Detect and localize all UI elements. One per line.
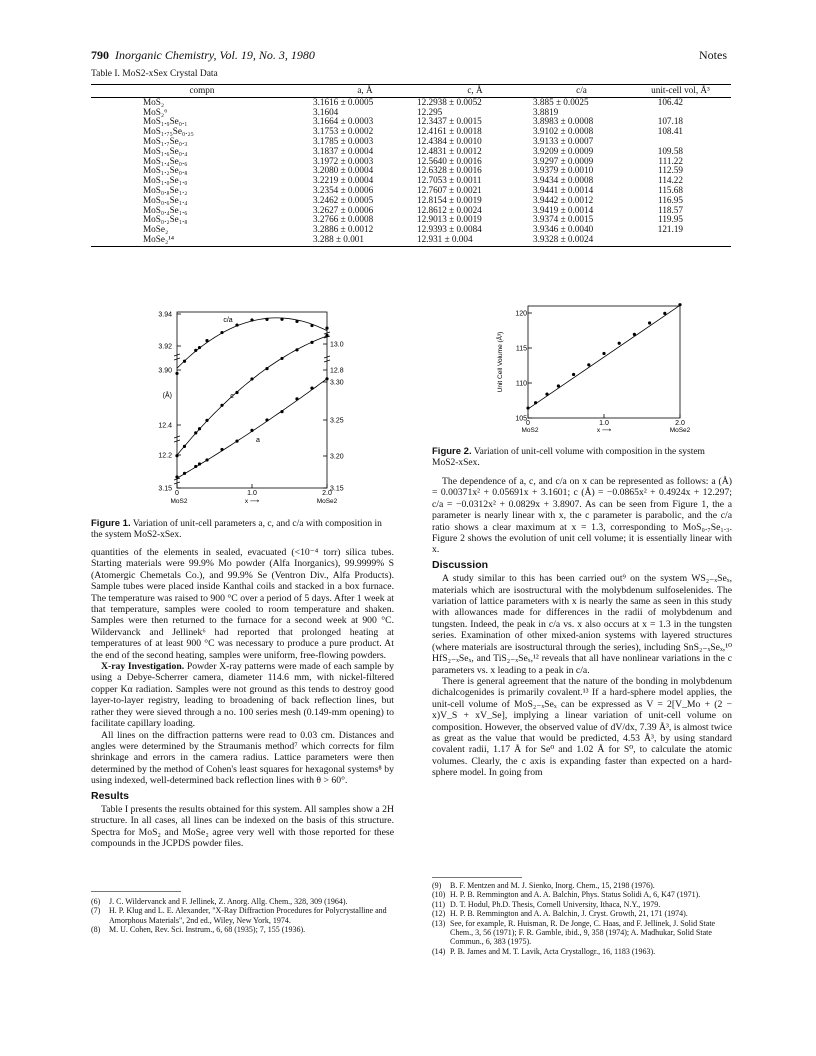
table-cell: 12.2938 ± 0.0052 [417, 96, 482, 107]
table-cell: 3.288 ± 0.001 [313, 235, 417, 246]
data-point [648, 321, 651, 324]
table-row [91, 166, 731, 176]
table-cell: 109.58 [657, 145, 683, 156]
x-tick-label: 1.0 [599, 420, 609, 427]
table-cell: MoS₁.₇₅Se₀.₂₅ [143, 126, 194, 137]
x-tick-label: 0 [526, 420, 530, 427]
table-cell: MoS₀.₄Se₁.₆ [143, 204, 188, 215]
data-point [295, 348, 298, 351]
table-row [91, 137, 731, 147]
table-cell: 12.4161 ± 0.0018 [417, 126, 482, 137]
table-row [91, 157, 731, 167]
table-header-row [91, 85, 731, 98]
x-tick-label: 1.0 [247, 490, 257, 497]
table-cell: MoSe₂ [143, 224, 169, 235]
y-tick-label: 3.25 [330, 417, 344, 425]
figure-2-labels [495, 311, 691, 435]
data-point [235, 391, 238, 394]
curve-label: c [230, 393, 234, 400]
table-cell: 107.18 [657, 116, 683, 127]
table-cell: MoS₁.₉Se₀.₁ [143, 116, 188, 127]
reference-text: D. T. Hodul, Ph.D. Thesis, Cornell University, Ithaca, N.Y., 1979. [450, 899, 661, 909]
y-tick-label: 12.8 [330, 367, 344, 375]
data-point [280, 410, 283, 413]
section-label: Notes [699, 48, 727, 62]
y-tick-label: 3.15 [158, 485, 172, 493]
data-point [310, 324, 313, 327]
column-header: a, Å [313, 85, 417, 98]
table-cell: 114.22 [658, 175, 683, 186]
data-point [310, 386, 313, 389]
data-point [198, 427, 201, 430]
data-point [587, 363, 590, 366]
y-tick-label: 110 [515, 380, 527, 388]
table-cell: MoS₀.₈Se₁.₂ [143, 184, 188, 195]
table-cell: 12.8612 ± 0.0024 [417, 204, 482, 215]
table-cell: MoS₁.₄Se₀.₆ [143, 155, 188, 166]
table-cell: 12.931 ± 0.004 [417, 235, 533, 246]
table-cell: 3.8819 [533, 106, 559, 117]
data-point [663, 312, 666, 315]
y-tick-label: 3.94 [158, 311, 172, 319]
data-point [220, 448, 223, 451]
data-point [557, 384, 560, 387]
table-cell: 3.9102 ± 0.0008 [533, 126, 594, 137]
table-cell: 3.2886 ± 0.0012 [313, 224, 374, 235]
data-point [526, 406, 529, 409]
y-tick-label: 105 [515, 415, 527, 423]
table-cell: 3.9419 ± 0.0014 [533, 204, 594, 215]
table-cell: MoS₀.₆Se₁.₄ [143, 194, 188, 205]
section-heading: Results [91, 789, 129, 802]
table-cell: MoS₁.₂Se₀.₈ [143, 165, 188, 176]
page-number: 790 [91, 48, 109, 62]
column-header: c, Å [417, 85, 533, 98]
table-cell: 3.1664 ± 0.0003 [313, 116, 374, 127]
table-caption: Table I. MoS2-xSex Crystal Data [91, 69, 218, 79]
data-point [280, 318, 283, 321]
table-row [91, 97, 731, 107]
reference-number: (7) [91, 906, 101, 916]
data-point [295, 397, 298, 400]
data-point [194, 349, 197, 352]
y-axis-label: Unit Cell Volume (Å³) [497, 331, 504, 393]
data-point [280, 357, 283, 360]
table-cell: 3.1837 ± 0.0004 [313, 145, 374, 156]
figure-2-marks [526, 303, 681, 410]
table-row [91, 196, 731, 206]
paragraph: There is general agreement that the nature of the bonding in molybdenum dichalcogenides is primarily covalent.¹³ If a hard-sphere model applies, the unit-cell volume of MoS₂₋ₓSeₓ can be expressed as V = 2[V_Mo + (2 − x)V_S + xV_Se], implying a linear variation of unit-cell volume on composition. However, the observed value of dV/dx, 7.39 Å³, is almost twice as great as the value that would be predicted, 4.53 Å³, by using standard covalent radii, 1.17 Å for Se⁰ and 1.02 Å for S⁰, to calculate the atomic volumes. Clearly, the c axis is expanding faster than expected on a hard-sphere model. In going from [432, 675, 732, 779]
data-point [183, 360, 186, 363]
reference-item [91, 925, 394, 934]
figure-2-axes [528, 306, 680, 418]
figure-2-caption [432, 446, 732, 469]
reference-number: (9) [432, 881, 442, 890]
table-cell: 12.295 [417, 106, 443, 117]
table-cell: 116.95 [658, 194, 683, 205]
data-point [175, 372, 178, 375]
figure-1-axes [174, 312, 330, 488]
figure-1-marks [175, 318, 328, 479]
figure-1-label: Figure 1. [91, 518, 131, 529]
table-cell: 3.9346 ± 0.0040 [533, 224, 594, 235]
y-tick-label: 3.15 [330, 485, 344, 493]
y-tick-label: 3.20 [330, 453, 344, 461]
plot-frame [177, 312, 327, 488]
table-cell: 12.9393 ± 0.0084 [417, 224, 482, 235]
x-axis-label: MoS2 [170, 498, 188, 505]
data-point [205, 458, 208, 461]
figure-1-caption [91, 518, 391, 541]
table-cell: 12.7607 ± 0.0021 [417, 184, 482, 195]
reference-text: H. P. B. Remmington and A. A. Balchin, Phys. Status Solidi A, 6, K47 (1971). [450, 890, 701, 900]
reference-item [432, 919, 732, 947]
running-head [91, 48, 315, 62]
reference-item [91, 906, 394, 925]
data-point [325, 377, 328, 380]
data-point [295, 320, 298, 323]
reference-item [91, 897, 394, 906]
x-axis-label: x ⟶ [244, 498, 260, 505]
data-point [235, 323, 238, 326]
reference-text: J. C. Wildervanck and F. Jellinek, Z. Anorg. Allg. Chem., 328, 309 (1964). [109, 897, 348, 906]
table-cell: 3.9297 ± 0.0009 [533, 155, 594, 166]
inline-heading: X-ray Investigation. [101, 661, 185, 673]
data-point [265, 318, 268, 321]
table-row [91, 186, 731, 196]
curve-label: c/a [223, 317, 233, 324]
reference-text: H. P. Klug and L. E. Alexander, "X-Ray Diffraction Procedures for Polycrystalline and Amorphous Materials", 2nd ed., Wiley, New York, 1974. [109, 906, 387, 925]
series-line [177, 318, 327, 368]
column-header: unit-cell vol, Å³ [630, 85, 731, 98]
table-cell: 12.9013 ± 0.0019 [417, 214, 482, 225]
footnote-rule [432, 877, 522, 878]
table-cell: 3.1616 ± 0.0005 [313, 96, 374, 107]
reference-number: (13) [432, 918, 446, 928]
paragraph: A study similar to this has been carried out⁹ on the system WS₂₋ₓSeₓ, materials which are isostructural with the molybdenum sulfoselenides. The variation of lattice parameters with x is nearly the same as seen in this study with allowances made for differences in the radii of molybdenum and tungsten. Indeed, the peak in c/a vs. x also occurs at x = 1.3 in the tungsten series. Examination of other mixed-anion systems with layered structures (where materials are isostructural through the series), including SnS₂₋ₓSeₓ,¹⁰ HfS₂₋ₓSeₓ, and TiS₂₋ₓSeₓ,¹² reveals that all have nonlinear variations in the c parameters vs. x leading to a peak in c/a. [432, 573, 732, 676]
table-cell: 12.7053 ± 0.0011 [417, 175, 482, 186]
table-cell: 118.57 [658, 204, 683, 215]
column-header: c/a [533, 85, 630, 98]
x-tick-label: 2.0 [322, 490, 332, 497]
table-cell: 3.2462 ± 0.0005 [313, 194, 374, 205]
reference-item [432, 909, 732, 918]
references-right [432, 881, 732, 956]
reference-item [432, 881, 732, 890]
table-cell: 119.95 [658, 214, 683, 225]
data-point [310, 341, 313, 344]
x-tick-label: 2.0 [675, 420, 685, 427]
data-point [572, 373, 575, 376]
page-header [91, 48, 727, 63]
table-cell: 3.9434 ± 0.0008 [533, 175, 594, 186]
table-cell: 3.9441 ± 0.0014 [533, 184, 594, 195]
table-row [91, 127, 731, 137]
series-line [528, 305, 680, 409]
x-axis-label: MoSe2 [316, 498, 338, 505]
data-point [194, 465, 197, 468]
data-point [194, 431, 197, 434]
table-cell: 3.9379 ± 0.0010 [533, 165, 594, 176]
y-tick-label: 3.90 [158, 367, 172, 375]
data-point [534, 401, 537, 404]
table-cell: 3.9328 ± 0.0024 [533, 235, 630, 246]
footnote-rule [91, 891, 181, 892]
x-axis-label: MoSe2 [669, 427, 691, 434]
data-point [205, 339, 208, 342]
table-cell: 12.3437 ± 0.0015 [417, 116, 482, 127]
x-axis-label: x ⟶ [596, 427, 612, 434]
data-point [325, 334, 328, 337]
table-cell [630, 235, 731, 246]
table-cell: MoS₂ [143, 96, 165, 107]
data-point [602, 352, 605, 355]
table-body [91, 97, 731, 246]
table-cell: 121.19 [657, 224, 683, 235]
table-cell: 3.9133 ± 0.0007 [533, 135, 594, 146]
references-left [91, 897, 394, 935]
table-row [91, 108, 731, 118]
data-point [183, 472, 186, 475]
table-cell: 112.59 [658, 165, 683, 176]
figure-2-chart [490, 298, 710, 443]
data-point [205, 419, 208, 422]
table-cell: 3.2354 ± 0.0006 [313, 184, 374, 195]
table-row [91, 225, 731, 235]
table-cell: 3.9209 ± 0.0009 [533, 145, 594, 156]
x-tick-label: 0 [175, 490, 179, 497]
data-point [633, 333, 636, 336]
data-point [220, 331, 223, 334]
table-cell: 3.9442 ± 0.0012 [533, 194, 594, 205]
data-point [250, 377, 253, 380]
data-point [618, 342, 621, 345]
left-column [91, 547, 394, 850]
table-cell: MoS₁.₀Se₁.₀ [143, 175, 188, 186]
data-point [175, 454, 178, 457]
table-row [91, 206, 731, 216]
reference-number: (6) [91, 897, 101, 906]
reference-text: B. F. Mentzen and M. J. Sienko, Inorg. Chem., 15, 2198 (1976). [450, 881, 655, 890]
section-heading: Discussion [432, 558, 489, 571]
table-cell: 3.9374 ± 0.0015 [533, 214, 594, 225]
paragraph-text: Powder X-ray patterns were made of each sample by using a Debye-Scherrer camera, diameter 114.6 mm, with nickel-filtered copper Kα radiation. Samples were not ground as this tends to destroy good layer-to-layer registry, leading to broadening of back reflection lines, but rather they were sieved through a no. 100 series mesh (0.149-mm opening) to facilitate capillary loading. [91, 661, 394, 730]
figure-1-text: Variation of unit-cell parameters a, c, and c/a with composition in the system MoS2-xSex. [91, 519, 382, 540]
table-cell: 3.1753 ± 0.0002 [313, 126, 374, 137]
y-tick-label: 115 [515, 345, 527, 353]
table-cell: 12.8154 ± 0.0019 [417, 194, 482, 205]
paragraph: Table I presents the results obtained for this system. All samples show a 2H structure. In all cases, all lines can be indexed on the basis of this structure. Spectra for MoS₂ and MoSe₂ agree very well with those reported for these compounds in the JCPDS powder files. [91, 803, 394, 850]
table-cell: 108.41 [657, 126, 683, 137]
table-cell: 3.2766 ± 0.0008 [313, 214, 374, 225]
data-point [250, 318, 253, 321]
data-point [545, 393, 548, 396]
y-tick-label: 3.30 [330, 379, 344, 387]
y-tick-label: 3.92 [158, 343, 172, 351]
table-cell: 3.1785 ± 0.0003 [313, 135, 374, 146]
column-header: compn [91, 85, 313, 98]
data-point [198, 462, 201, 465]
figure-2-label: Figure 2. [432, 446, 472, 457]
paragraph [91, 661, 394, 729]
y-tick-label: 120 [515, 310, 527, 318]
table-row [91, 235, 731, 246]
table-cell: MoS₂⁶ [143, 106, 168, 117]
reference-item [432, 947, 732, 956]
reference-number: (14) [432, 946, 446, 956]
figure-2-text: Variation of unit-cell volume with composition in the system MoS2-xSex. [432, 447, 705, 468]
y-tick-label: 13.0 [330, 341, 344, 349]
reference-text: H. P. B. Remmington and A. A. Balchin, J. Cryst. Growth, 21, 171 (1974). [450, 909, 688, 919]
table-cell: 3.2219 ± 0.0004 [313, 175, 374, 186]
table-cell: 111.22 [658, 155, 683, 166]
reference-number: (12) [432, 909, 446, 919]
paragraph: All lines on the diffraction patterns were read to 0.03 cm. Distances and angles were determined by the Straumanis method⁷ which corrects for film shrinkage and errors in the camera radius. Lattice parameters were then determined by the method of Cohen's least squares for hexagonal systems⁸ by using indexed, well-determined back reflection lines with θ > 60°. [91, 729, 394, 787]
reference-number: (10) [432, 890, 446, 900]
paragraph: The dependence of a, c, and c/a on x can be represented as follows: a (Å) = 0.00371x² + 0.05691x + 3.1601; c (Å) = −0.0865x² + 0.4924x + 12.297; c/a = −0.0312x² + 0.0829x + 3.8907. As can be seen from Figure 1, the a parameter is nearly linear with x, the c parameter is parabolic, and the c/a ratio shows a clear maximum at x = 1.3, corresponding to MoS₀.₇Se₁.₃. Figure 2 shows the evolution of unit cell volume; it is essentially linear with x. [432, 476, 732, 556]
reference-number: (11) [432, 899, 446, 909]
table-cell: 3.2627 ± 0.0006 [313, 204, 374, 215]
data-point [265, 367, 268, 370]
data-point [250, 429, 253, 432]
table-cell: 12.4384 ± 0.0010 [417, 135, 482, 146]
reference-text: P. B. James and M. T. Lavik, Acta Crystallogr., 16, 1183 (1963). [450, 946, 656, 956]
y-tick-label: (Å) [162, 392, 172, 400]
table-cell: 12.6328 ± 0.0016 [417, 165, 482, 176]
reference-item [432, 900, 732, 909]
figure-1-chart [150, 300, 360, 515]
data-point [175, 475, 178, 478]
data-point [198, 346, 201, 349]
y-tick-label: 12.4 [158, 422, 172, 430]
curve-label: a [256, 437, 260, 444]
reference-item [432, 890, 732, 899]
table-cell: 12.4831 ± 0.0012 [417, 145, 482, 156]
reference-text: M. U. Cohen, Rev. Sci. Instrum., 6, 68 (1935); 7, 155 (1936). [109, 925, 306, 935]
table-cell: 3.8983 ± 0.0008 [533, 116, 594, 127]
data-point [220, 404, 223, 407]
table-cell: 3.1604 [313, 106, 339, 117]
table-cell: 106.42 [657, 96, 683, 107]
table-cell: 3.1972 ± 0.0003 [313, 155, 374, 166]
table-row [91, 176, 731, 186]
table-row [91, 147, 731, 157]
data-point [265, 418, 268, 421]
table-cell: 12.5640 ± 0.0016 [417, 155, 482, 166]
paragraph: quantities of the elements in sealed, evacuated (<10⁻⁴ torr) silica tubes. Starting materials were 99.9% Mo powder (Alfa Inorganics), 99.9999% S (Atomergic Chemetals Co.), and 99.9% Se (Ventron Div., Alfa Products). Sample tubes were placed inside Kanthal coils and stacked in a box furnace. The temperature was raised to 900 °C over a period of 5 days. After 1 week at that temperature, samples were cooled to room temperature and shaken. Samples were then returned to the furnace for a second week at 900 °C. Wildervanck and Jellinek⁶ had reported that prolonged heating at temperatures of at least 900 °C was necessary to produce a pure product. At the end of the second heating, samples were uniform, free-flowing powders. [91, 547, 394, 661]
plot-frame [528, 306, 680, 418]
table-cell: MoS₁.₆Se₀.₄ [143, 145, 188, 156]
table-cell: 3.2080 ± 0.0004 [313, 165, 374, 176]
reference-number: (8) [91, 925, 101, 935]
data-point [235, 440, 238, 443]
y-tick-label: 12.2 [158, 452, 172, 460]
table-cell: 3.885 ± 0.0025 [533, 96, 589, 107]
reference-text: See, for example, R. Huisman, R. De Jonge, C. Haas, and F. Jellinek, J. Solid State Chem., 3, 56 (1971); F. R. Gamble, ibid., 9, 358 (1974); A. Madhukar, Solid State Commun., 6, 383 (1975). [450, 918, 716, 947]
table-cell: MoS₀.₂Se₁.₈ [143, 214, 188, 225]
right-column [432, 476, 732, 779]
crystal-data-table [91, 84, 731, 247]
table-cell: MoS₁.₇Se₀.₃ [143, 135, 188, 146]
data-point [325, 326, 328, 329]
journal-citation: Inorganic Chemistry, Vol. 19, No. 3, 1980 [115, 48, 315, 62]
table-cell: MoSe₂¹⁴ [91, 235, 313, 246]
data-point [678, 303, 681, 306]
data-point [183, 445, 186, 448]
table-row [91, 215, 731, 225]
x-axis-label: MoS2 [521, 427, 539, 434]
table-cell: 115.68 [658, 184, 683, 195]
